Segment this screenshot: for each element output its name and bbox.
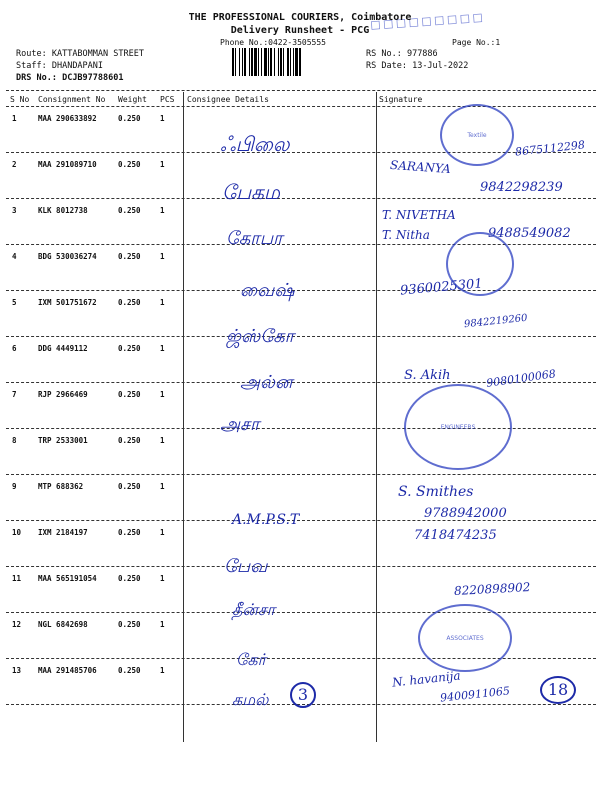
row-sno: 6 bbox=[12, 344, 17, 353]
row-consignment-no: IXM 501751672 bbox=[38, 298, 97, 307]
header-rule-bottom bbox=[6, 106, 596, 107]
row-sno: 7 bbox=[12, 390, 17, 399]
row-sno: 9 bbox=[12, 482, 17, 491]
route-value: KATTABOMMAN STREET bbox=[51, 49, 144, 59]
row-consignment-no: MTP 688362 bbox=[38, 482, 84, 491]
row-divider bbox=[6, 336, 596, 337]
row-pcs: 1 bbox=[160, 436, 165, 445]
row-sno: 2 bbox=[12, 160, 17, 169]
page-number: Page No.:1 bbox=[452, 38, 501, 47]
row-pcs: 1 bbox=[160, 298, 165, 307]
row-sno: 13 bbox=[12, 666, 22, 675]
handwritten-phone-row5: 9842219260 bbox=[463, 312, 529, 331]
col-header-weight: Weight bbox=[118, 95, 147, 104]
col-header-consignment: Consignment No bbox=[38, 95, 106, 104]
row-sno: 11 bbox=[12, 574, 22, 583]
row-consignment-no: MAA 290633892 bbox=[38, 114, 97, 123]
stamp-watermark-top: ◻◻◻◻◻◻◻◻◻ bbox=[369, 10, 486, 33]
stamp-associates-text: ASSOCIATES bbox=[446, 634, 484, 642]
drs-line bbox=[16, 73, 124, 83]
rs-no-label: RS No.: bbox=[366, 49, 402, 59]
row-weight: 0.250 bbox=[118, 666, 141, 675]
handwritten-name-row1: ஃபிலை bbox=[220, 132, 290, 156]
drs-label: DRS No.: bbox=[16, 73, 57, 83]
staff-label: Staff: bbox=[16, 61, 47, 71]
handwritten-name-row2: பேகம bbox=[222, 180, 280, 204]
stamp-textile bbox=[440, 104, 514, 166]
table-row bbox=[0, 522, 600, 568]
handwritten-name-row10b: பேவ bbox=[224, 556, 268, 577]
row-weight: 0.250 bbox=[118, 298, 141, 307]
row-pcs: 1 bbox=[160, 528, 165, 537]
row-weight: 0.250 bbox=[118, 390, 141, 399]
handwritten-name-row3: கோபா bbox=[226, 228, 283, 249]
barcode bbox=[232, 48, 360, 76]
handwritten-phone-row11: 8220898902 bbox=[453, 580, 531, 598]
barcode-bar bbox=[299, 48, 301, 76]
handwritten-phone-row4: 9360025301 bbox=[399, 276, 484, 299]
row-pcs: 1 bbox=[160, 390, 165, 399]
row-divider bbox=[6, 520, 596, 521]
row-weight: 0.250 bbox=[118, 620, 141, 629]
row-pcs: 1 bbox=[160, 482, 165, 491]
handwritten-total-count: 18 bbox=[540, 676, 576, 704]
handwritten-name-row6: அல்ன bbox=[240, 372, 293, 393]
handwritten-phone-row3: 9488549082 bbox=[488, 226, 571, 241]
handwritten-name-row5: ஜ்ஸ்கோ bbox=[226, 326, 295, 347]
stamp-associates bbox=[418, 604, 512, 672]
row-consignment-no: BDG 530036274 bbox=[38, 252, 97, 261]
row-weight: 0.250 bbox=[118, 160, 141, 169]
handwritten-phone-row10: 7418474235 bbox=[414, 528, 497, 543]
handwritten-name-row4: வைஷ் bbox=[240, 280, 295, 301]
rs-no-value: 977886 bbox=[406, 49, 438, 59]
row-weight: 0.250 bbox=[118, 114, 141, 123]
handwritten-name-row13: கமல் bbox=[232, 690, 269, 709]
stamp-round-row3 bbox=[446, 232, 514, 296]
route-line bbox=[16, 49, 144, 59]
row-sno: 1 bbox=[12, 114, 17, 123]
col-header-signature: Signature bbox=[379, 95, 423, 104]
row-consignment-no: IXM 2184197 bbox=[38, 528, 88, 537]
phone-number: Phone No.:0422-3505555 bbox=[220, 38, 326, 47]
row-pcs: 1 bbox=[160, 160, 165, 169]
handwritten-signature-row13: N. havanija bbox=[391, 668, 462, 690]
document-subtitle: Delivery Runsheet - PCG bbox=[230, 25, 370, 36]
rs-date-label: RS Date: bbox=[366, 61, 407, 71]
handwritten-signature-row3b: T. Nitha bbox=[382, 228, 430, 242]
stamp-textile-text: Textile bbox=[467, 131, 487, 139]
rs-date-value: 13-Jul-2022 bbox=[412, 61, 469, 71]
row-consignment-no: MAA 291485706 bbox=[38, 666, 97, 675]
handwritten-signature-row6: S. Akih bbox=[404, 368, 451, 383]
handwritten-phone-row6: 9080100068 bbox=[485, 367, 557, 390]
row-weight: 0.250 bbox=[118, 344, 141, 353]
row-consignment-no: NGL 6842698 bbox=[38, 620, 88, 629]
row-sno: 10 bbox=[12, 528, 22, 537]
row-weight: 0.250 bbox=[118, 252, 141, 261]
col-header-consignee: Consignee Details bbox=[187, 95, 269, 104]
row-sno: 3 bbox=[12, 206, 17, 215]
document-title: THE PROFESSIONAL COURIERS, Coimbatore bbox=[188, 12, 412, 23]
staff-line bbox=[16, 61, 103, 71]
row-weight: 0.250 bbox=[118, 206, 141, 215]
row-weight: 0.250 bbox=[118, 574, 141, 583]
row-pcs: 1 bbox=[160, 344, 165, 353]
row-consignment-no: MAA 291089710 bbox=[38, 160, 97, 169]
header-rule-top bbox=[6, 90, 596, 91]
row-weight: 0.250 bbox=[118, 482, 141, 491]
row-pcs: 1 bbox=[160, 620, 165, 629]
table-row bbox=[0, 476, 600, 522]
row-pcs: 1 bbox=[160, 574, 165, 583]
row-weight: 0.250 bbox=[118, 528, 141, 537]
row-sno: 12 bbox=[12, 620, 22, 629]
stamp-engineers-text: ENGINEERS bbox=[440, 423, 476, 431]
handwritten-signature-row2: SARANYA bbox=[389, 157, 452, 177]
row-sno: 8 bbox=[12, 436, 17, 445]
row-divider bbox=[6, 658, 596, 659]
staff-value: DHANDAPANI bbox=[51, 61, 104, 71]
handwritten-name-row12: கேர் bbox=[236, 650, 266, 669]
row-divider bbox=[6, 290, 596, 291]
row-consignment-no: KLK 8012738 bbox=[38, 206, 88, 215]
rs-no-line bbox=[366, 49, 438, 59]
row-divider bbox=[6, 612, 596, 613]
row-pcs: 1 bbox=[160, 206, 165, 215]
row-consignment-no: MAA 565191054 bbox=[38, 574, 97, 583]
row-consignment-no: TRP 2533001 bbox=[38, 436, 88, 445]
row-divider bbox=[6, 566, 596, 567]
handwritten-phone-row13: 9400911065 bbox=[439, 684, 511, 705]
row-consignment-no: RJP 2966469 bbox=[38, 390, 88, 399]
row-sno: 4 bbox=[12, 252, 17, 261]
row-divider bbox=[6, 474, 596, 475]
row-divider bbox=[6, 198, 596, 199]
row-pcs: 1 bbox=[160, 114, 165, 123]
handwritten-phone-row9: 9788942000 bbox=[424, 506, 507, 521]
row-pcs: 1 bbox=[160, 666, 165, 675]
handwritten-signature-row9: S. Smithes bbox=[398, 484, 474, 500]
handwritten-phone-row2: 9842298239 bbox=[480, 180, 563, 195]
row-pcs: 1 bbox=[160, 252, 165, 261]
handwritten-phone-row1: 8675112298 bbox=[514, 138, 586, 159]
drs-value: DCJB97788601 bbox=[62, 73, 124, 83]
handwritten-name-row10: A.M.P.S.T bbox=[232, 512, 300, 528]
rs-date-line bbox=[366, 61, 468, 71]
stamp-engineers bbox=[404, 384, 512, 470]
handwritten-name-row7: அசா bbox=[220, 414, 260, 435]
handwritten-circle-number: 3 bbox=[290, 682, 316, 708]
row-consignment-no: DDG 4449112 bbox=[38, 344, 88, 353]
row-sno: 5 bbox=[12, 298, 17, 307]
handwritten-signature-row3: T. NIVETHA bbox=[382, 208, 456, 222]
col-header-sno: S No bbox=[10, 95, 30, 104]
col-header-pcs: PCS bbox=[160, 95, 175, 104]
row-weight: 0.250 bbox=[118, 436, 141, 445]
route-label: Route: bbox=[16, 49, 47, 59]
handwritten-name-row11: தீன்சா bbox=[232, 600, 276, 619]
